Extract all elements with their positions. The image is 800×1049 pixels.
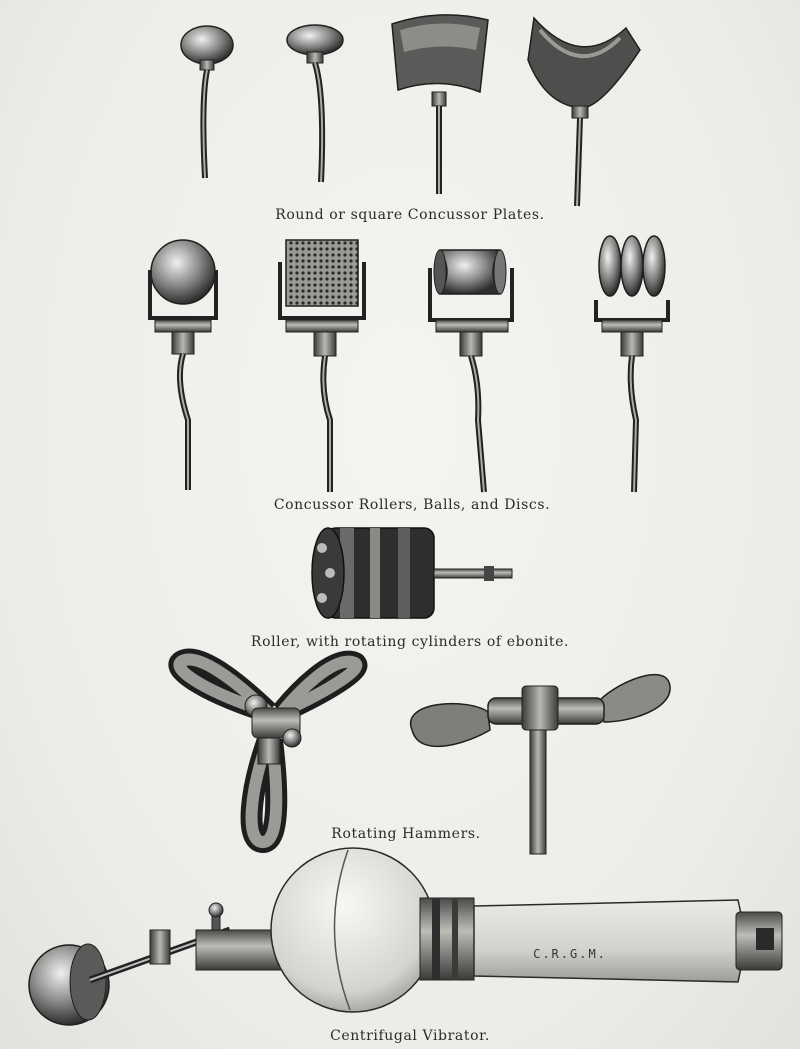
concussor-discs <box>596 236 668 492</box>
three-loop-hammer <box>179 660 356 843</box>
concussor-knurled-roller <box>280 240 364 492</box>
caption-centrifugal-vibrator: Centrifugal Vibrator. <box>330 1028 490 1044</box>
caption-concussor-plates: Round or square Concussor Plates. <box>275 207 545 223</box>
square-plate-concave <box>528 18 640 206</box>
ebonite-cylinder-roller <box>312 528 512 618</box>
concussor-ball <box>150 240 216 490</box>
concussor-spool-roller <box>430 250 512 492</box>
vibrator-engraving: C.R.G.M. <box>533 947 607 961</box>
caption-rollers-balls-discs: Concussor Rollers, Balls, and Discs. <box>273 497 551 513</box>
centrifugal-vibrator <box>29 848 782 1025</box>
caption-ebonite-roller: Roller, with rotating cylinders of ebonite. <box>250 634 570 650</box>
caption-rotating-hammers: Rotating Hammers. <box>331 826 481 842</box>
round-plate-flat <box>287 25 343 182</box>
round-plate-small <box>181 26 233 178</box>
square-plate-curved <box>392 15 488 194</box>
